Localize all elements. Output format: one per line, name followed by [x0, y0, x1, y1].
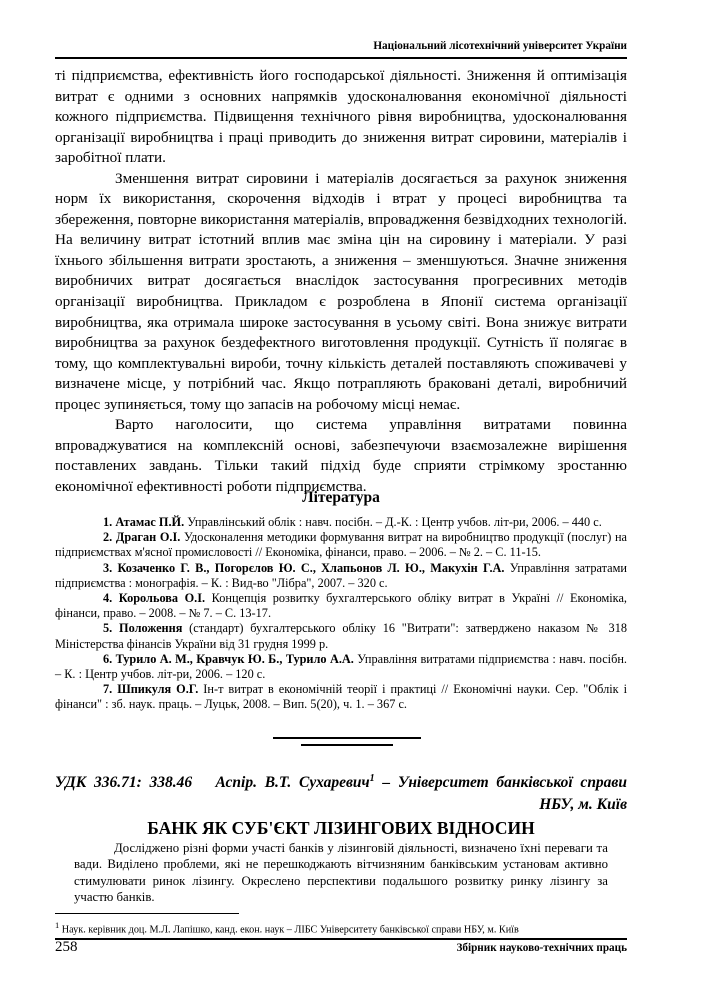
reference-item	[55, 652, 627, 682]
reference-authors: Драган О.І.	[115, 530, 181, 545]
references-list	[55, 515, 627, 713]
reference-text: Удосконалення методики формування витрат на виробництво продукції (послуг) на підприємствах м'ясної промисловості // Економіка, фінанси, право. – 2006. – № 2. – С. 11-15.	[55, 530, 627, 560]
reference-number: 4.	[103, 591, 113, 606]
article-title: БАНК ЯК СУБ'ЄКТ ЛІЗИНГОВИХ ВІДНОСИН	[147, 818, 535, 838]
section-end-rule-short	[301, 744, 393, 746]
reference-number: 5.	[103, 621, 113, 636]
footer-rule	[55, 938, 627, 940]
udk-code: УДК 336.71: 338.46	[55, 774, 193, 792]
reference-item	[55, 515, 627, 530]
reference-number: 3.	[103, 560, 113, 575]
reference-authors: Корольова О.І.	[118, 591, 206, 606]
reference-text: Управління затратами підприємства : монографія. – К. : Вид-во "Лібра", 2007. – 320 с.	[55, 560, 627, 590]
reference-item	[55, 530, 627, 560]
article-byline	[55, 768, 627, 816]
reference-authors: Турило А. М., Кравчук Ю. Б., Турило А.А.	[115, 651, 354, 666]
reference-text: Ін-т витрат в економічній теорії і практиці // Економічні науки. Сер. "Облік і фінанси" : зб. наук. праць. – Луцьк, 2008. – Вип. 5(20), ч. 1. – 367 с.	[55, 682, 628, 712]
reference-authors: Положення	[119, 621, 183, 636]
affiliation: – Університет банківської справи	[374, 774, 627, 792]
footnote-rule	[55, 913, 239, 914]
header-rule	[55, 57, 627, 59]
reference-item	[55, 561, 627, 591]
page-number: 258	[55, 939, 78, 955]
reference-number: 6.	[103, 651, 113, 666]
reference-number: 2.	[103, 530, 113, 545]
reference-authors: Шпикуля О.Г.	[117, 682, 199, 697]
reference-authors: Козаченко Г. В., Погорєлов Ю. С., Хлапьонов Л. Ю., Макухін Г.А.	[117, 560, 505, 575]
running-header: Національний лісотехнічний університет України	[373, 40, 627, 52]
author-name: Аспір. В.Т. Сухаревич	[215, 774, 370, 792]
reference-item	[55, 621, 627, 651]
references-heading: Література	[302, 489, 380, 506]
footnote-mark: 1	[369, 773, 375, 784]
reference-item	[55, 682, 627, 712]
section-end-rule	[273, 737, 421, 739]
reference-authors: Атамас П.Й.	[115, 515, 185, 529]
reference-number: 7.	[103, 682, 113, 697]
body-paragraph-2: Зменшення витрат сировини і матеріалів досягається за рахунок зниження норм їх використання, скорочення відходів і втрат у процесі виробництва та збереження, повторне використання матеріалів, впровадження безвідходних технологій. На величину витрат істотний вплив має зміна цін на сировину і матеріали. У разі їхнього збільшення витрати зростають, а зниження – зменшуються. Значне зниження виробничих витрат досягається внаслідок застосування прогресивних методів організації виробництва. Прикладом є розроблена в Японії система організації виробництва, яка отримала широке застосування в усьому світі. Вона знижує витрати виробництва за рахунок бездефектного виготовлення продукції. Сутність її полягає в тому, що комплектувальні вироби, точну кількість деталей поставляють споживачеві у визначене місце, у потрібний час. Якщо потрапляють браковані деталі, виробничий процес зупиняється, тому що запасів на робочому місці немає.	[55, 169, 627, 413]
reference-number: 1.	[103, 515, 113, 529]
footnote-text: Наук. керівник доц. М.Л. Лапішко, канд. екон. наук – ЛІБС Університету банківської справи НБУ, м. Київ	[59, 924, 519, 936]
body-text	[55, 66, 627, 497]
reference-text: (стандарт) бухгалтерського обліку 16 "Витрати": затверджено наказом № 318 Міністерства фінансів України від 31 грудня 1999 р.	[55, 621, 628, 651]
footnote	[55, 920, 627, 935]
reference-item	[55, 591, 627, 621]
footnote-number: 1	[55, 920, 60, 930]
reference-text: Управлінський облік : навч. посібн. – Д.-К. : Центр учбов. літ-ри, 2006. – 440 с.	[184, 515, 602, 529]
abstract: Досліджено різні форми участі банків у лізинговій діяльності, визначено їхні переваги та вади. Виділено проблеми, які не перешкоджають вітчизняним банківським установам активно стимулювати ринок лізингу. Окреслено перспективи подальшого розвитку ринку лізингу за участю банків.	[74, 841, 608, 905]
reference-text: Управління витратами підприємства : навч. посібн. – К. : Центр учбов. літ-ри, 2006. – 120 с.	[55, 651, 628, 682]
byline-line-1	[55, 768, 627, 794]
reference-text: Концепція розвитку бухгалтерського обліку витрат в Україні // Економіка, фінанси, право. – 2008. – № 7. – С. 13-17.	[55, 591, 628, 621]
journal-title: Збірник науково-технічних праць	[456, 942, 627, 954]
page	[55, 0, 627, 1004]
affiliation-line-2: НБУ, м. Київ	[539, 796, 627, 814]
body-paragraph-3: Варто наголосити, що система управління витратами повинна впроваджуватися на комплексній основі, забезпечуючи взаємозалежне вирішення поставлених завдань. Тільки такий підхід буде сприяти стрімкому зростанню економічної ефективності роботи підприємства.	[55, 416, 627, 495]
body-paragraph-1: ті підприємства, ефективність його господарської діяльності. Зниження й оптимізація витрат є одними з основних напрямків удосконалювання економічної діяльності кожного підприємства. Підвищення технічного рівня виробництва, удосконалювання організації виробництва і праці приводить до зниження витрат сировини, матеріалів і заробітної плати.	[55, 67, 627, 167]
